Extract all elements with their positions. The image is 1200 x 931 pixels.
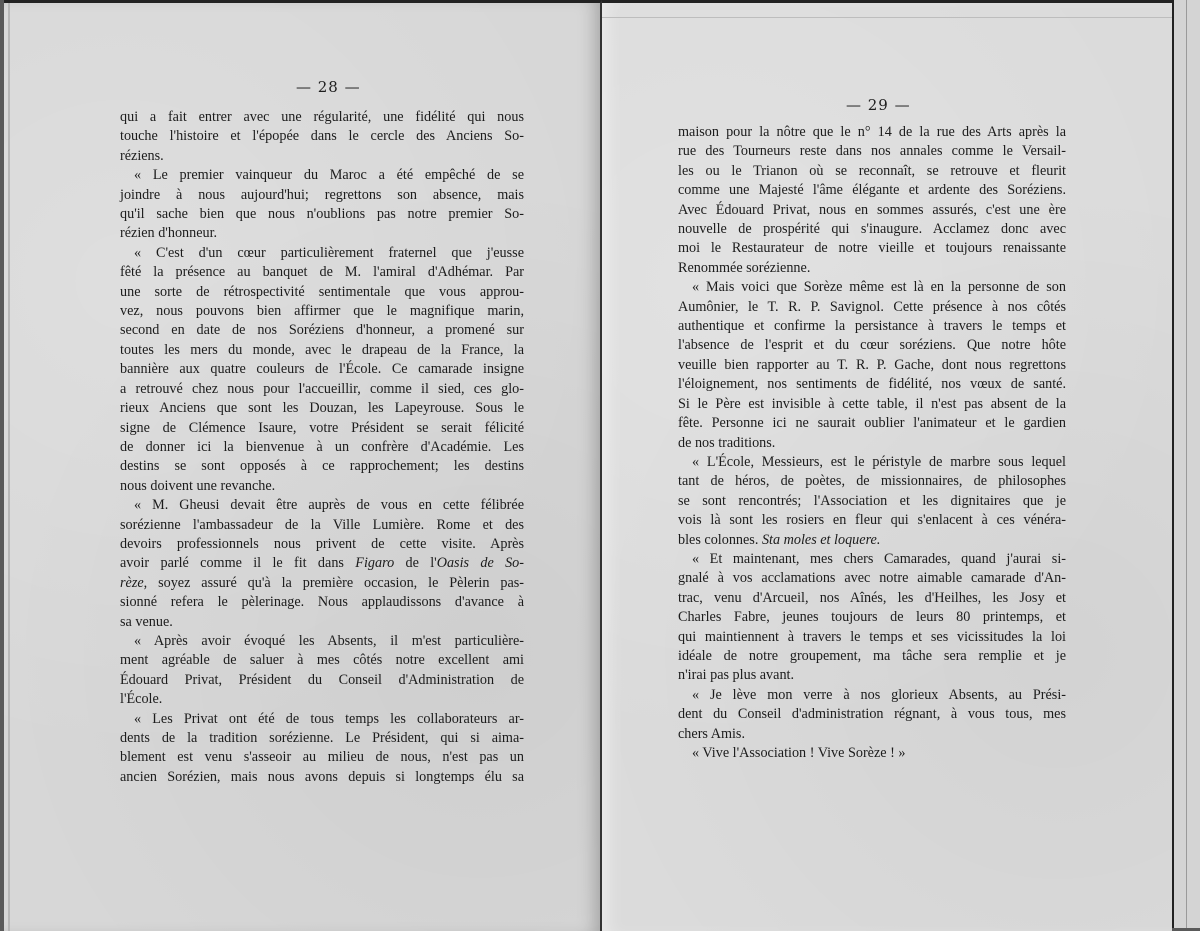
page-edge-line <box>8 3 10 931</box>
line-text: , soyez assuré qu'à la première occasion, le Pèlerin pas- <box>143 574 524 591</box>
text-line <box>120 166 524 185</box>
italic-text: Sta moles et loquere. <box>761 531 881 548</box>
text-line <box>120 496 524 515</box>
line-text: touche l'histoire et l'épopée dans le cercle des Anciens So- <box>120 128 524 145</box>
text-line <box>120 186 524 205</box>
line-text: qui a fait entrer avec une régularité, une fidélité qui nous <box>120 109 524 125</box>
text-line <box>678 336 1066 355</box>
line-text: « Après avoir évoqué les Absents, il m'est particulière- <box>134 632 524 649</box>
line-text: authentique et confirme la persistance à travers le temps et <box>678 318 1066 335</box>
text-line <box>678 492 1066 511</box>
line-text: l'École. <box>120 691 163 708</box>
line-text: « Le premier vainqueur du Maroc a été empêché de se <box>134 167 524 184</box>
text-line <box>678 589 1066 608</box>
text-line <box>120 729 524 748</box>
page-number-right: — 29 — <box>846 96 911 114</box>
line-text: trac, venu d'Arcueil, nos Aînés, les d'Heilhes, les Josy et <box>678 589 1066 606</box>
text-line <box>120 399 524 418</box>
line-text: de l' <box>394 555 437 572</box>
line-text: « M. Gheusi devait être auprès de vous en cette félibrée <box>134 497 524 514</box>
page-top-line <box>602 17 1172 18</box>
line-text: ancien Sorézien, mais nous avons depuis si longtemps élu sa <box>120 768 524 785</box>
line-text: fête. Personne ici ne saurait oublier l'animateur et le gardien <box>678 415 1066 432</box>
text-line <box>678 744 1066 763</box>
book-edge <box>1172 0 1200 928</box>
line-text: Avec Édouard Privat, nous en sommes assurés, c'est une ère <box>678 201 1066 218</box>
line-text: Aumônier, le T. R. P. Savignol. Cette présence à nos côtés <box>678 298 1066 315</box>
line-text: gnalé à vos acclamations avec notre aimable camarade d'An- <box>678 570 1066 587</box>
line-text: second en date de nos Soréziens d'honneur, a promené sur <box>120 322 524 339</box>
line-text: sorézienne l'ambassadeur de la Ville Lumière. Rome et des <box>120 516 524 533</box>
text-line <box>678 259 1066 278</box>
text-line <box>120 205 524 224</box>
book-edge-line <box>1186 0 1187 928</box>
text-line <box>120 671 524 690</box>
text-line <box>120 438 524 457</box>
text-line <box>678 666 1066 685</box>
line-text: veuille bien rapporter au T. R. P. Gache, dont nous regrettons <box>678 356 1066 373</box>
text-line <box>120 768 524 787</box>
text-line <box>120 341 524 360</box>
line-text: comme une Majesté l'âme élégante et ardente des Soréziens. <box>678 182 1066 199</box>
text-line <box>678 181 1066 200</box>
line-text: rue des Tourneurs reste dans nos annales comme le Versail- <box>678 143 1066 160</box>
text-line <box>678 628 1066 647</box>
text-line <box>120 127 524 146</box>
line-text: sa venue. <box>120 613 173 630</box>
text-line <box>678 395 1066 414</box>
text-line <box>678 142 1066 161</box>
text-line <box>120 535 524 554</box>
line-text: vois là sont les rosiers en fleur qui s'enlacent à ces vénéra- <box>678 512 1066 529</box>
text-line <box>678 201 1066 220</box>
text-line <box>120 360 524 379</box>
line-text: « C'est d'un cœur particulièrement fraternel que j'eusse <box>134 244 524 261</box>
line-text: rézien d'honneur. <box>120 225 218 242</box>
line-text: destins se sont opposés à ce rapprochement; les destins <box>120 458 524 475</box>
line-text: réziens. <box>120 147 164 164</box>
text-line <box>120 574 524 593</box>
line-text: avoir parlé comme il le fit dans <box>120 555 356 572</box>
line-text: chers Amis. <box>678 725 745 742</box>
line-text: sionné refera le pèlerinage. Nous applaudissons d'avance à <box>120 594 524 611</box>
text-line <box>120 690 524 709</box>
text-line <box>678 220 1066 239</box>
line-text: dents de la tradition sorézienne. Le Président, qui si aima- <box>120 730 524 746</box>
line-text: « Vive l'Association ! Vive Sorèze ! » <box>692 745 906 761</box>
text-line <box>678 375 1066 394</box>
text-line <box>120 419 524 438</box>
text-line <box>120 710 524 729</box>
italic-text: rèze <box>120 574 144 591</box>
text-line <box>678 472 1066 491</box>
text-line <box>120 380 524 399</box>
text-line <box>678 569 1066 588</box>
text-line <box>120 554 524 573</box>
text-line <box>678 705 1066 724</box>
text-line <box>120 613 524 632</box>
text-line <box>678 414 1066 433</box>
text-line <box>120 651 524 670</box>
line-text: toutes les mers du monde, avec le drapeau de la France, la <box>120 341 524 358</box>
line-text: « Je lève mon verre à nos glorieux Absents, au Prési- <box>692 686 1066 703</box>
line-text: de nos traditions. <box>678 434 776 451</box>
italic-text: Figaro <box>355 555 395 572</box>
line-text: moi le Restaurateur de notre vieille et toujours renaissante <box>678 240 1066 257</box>
line-text: joindre à nous aujourd'hui; regrettons son absence, mais <box>120 186 524 203</box>
text-line <box>678 511 1066 530</box>
text-line <box>678 434 1066 453</box>
italic-text: Oasis de So- <box>436 555 524 572</box>
text-line <box>120 244 524 263</box>
text-line <box>120 593 524 612</box>
text-line <box>120 263 524 282</box>
line-text: qu'il sache bien que nous n'oublions pas notre premier So- <box>120 206 524 223</box>
line-text: n'irai pas plus avant. <box>678 667 795 684</box>
line-text: devoirs professionnels nous privent de cette visite. Après <box>120 535 524 552</box>
text-line <box>678 278 1066 297</box>
text-line <box>120 748 524 767</box>
text-line <box>678 356 1066 375</box>
line-text: nous doivent une revanche. <box>120 477 276 494</box>
line-text: nouvelle de prospérité qui s'inaugure. Acclamez donc avec <box>678 221 1066 238</box>
line-text: blement est venu s'asseoir au milieu de nous, n'est pas un <box>120 749 524 766</box>
line-text: fêté la présence au banquet de M. l'amiral d'Adhémar. Par <box>120 264 524 281</box>
line-text: Si le Père est invisible à cette table, il n'est pas absent de la <box>678 395 1066 412</box>
line-text: bles colonnes. <box>678 531 762 548</box>
line-text: les ou le Trianon où se reconnaît, se retrouve et fleurit <box>678 162 1066 179</box>
line-text: Charles Fabre, jeunes toujours de leurs 80 printemps, et <box>678 609 1066 626</box>
line-text: dent du Conseil d'administration régnant, à vous tous, mes <box>678 706 1066 723</box>
text-line <box>678 239 1066 258</box>
left-page-text <box>120 108 524 787</box>
text-line <box>678 317 1066 336</box>
text-line <box>678 453 1066 472</box>
line-text: a retrouvé chez nous pour l'accueillir, comme il sied, ces glo- <box>120 380 524 397</box>
text-line <box>678 162 1066 181</box>
text-line <box>120 283 524 302</box>
line-text: rieux Anciens que sont les Douzan, les Lapeyrouse. Sous le <box>120 400 524 417</box>
text-line <box>120 108 524 127</box>
text-line <box>120 224 524 243</box>
text-line <box>678 608 1066 627</box>
line-text: de donner ici la bienvenue à un confrère d'Académie. Les <box>120 438 524 455</box>
right-page-text <box>678 123 1066 763</box>
line-text: « Les Privat ont été de tous temps les collaborateurs ar- <box>134 710 524 727</box>
text-line <box>678 531 1066 550</box>
line-text: tant de héros, de poètes, de missionnaires, de philosophes <box>678 473 1066 490</box>
line-text: bannière aux quatre couleurs de l'École. Ce camarade insigne <box>120 361 524 378</box>
line-text: qui maintiennent à travers le temps et ses vicissitudes la loi <box>678 628 1066 645</box>
text-line <box>120 321 524 340</box>
line-text: « Mais voici que Sorèze même est là en la personne de son <box>692 279 1066 296</box>
text-line <box>678 647 1066 666</box>
text-line <box>120 147 524 166</box>
line-text: se sont rencontrés; l'Association et les dignitaires que je <box>678 492 1066 509</box>
line-text: « L'École, Messieurs, est le péristyle de marbre sous lequel <box>692 453 1066 470</box>
line-text: Édouard Privat, Président du Conseil d'Administration de <box>120 671 524 688</box>
line-text: Renommée sorézienne. <box>678 259 811 276</box>
text-line <box>678 550 1066 569</box>
line-text: vez, nous pouvons bien affirmer que le magnifique marin, <box>120 303 524 320</box>
text-line <box>120 477 524 496</box>
line-text: l'absence de l'esprit et du cœur soréziens. Que notre hôte <box>678 337 1066 354</box>
text-line <box>120 632 524 651</box>
text-line <box>678 725 1066 744</box>
text-line <box>678 123 1066 142</box>
line-text: « Et maintenant, mes chers Camarades, quand j'aurai si- <box>692 550 1066 567</box>
text-line <box>678 298 1066 317</box>
page-number-left: — 28 — <box>296 78 361 96</box>
text-line <box>120 457 524 476</box>
text-line <box>120 516 524 535</box>
line-text: l'éloignement, nos sentiments de fidélité, nos vœux de santé. <box>678 376 1066 393</box>
line-text: maison pour la nôtre que le n° 14 de la rue des Arts après la <box>678 124 1066 140</box>
line-text: une sorte de rétrospectivité sentimentale que vous approu- <box>120 283 524 300</box>
line-text: signe de Clémence Isaure, votre Président se serait félicité <box>120 419 524 436</box>
line-text: idéale de notre groupement, ma tâche sera remplie et je <box>678 647 1066 664</box>
text-line <box>120 302 524 321</box>
text-line <box>678 686 1066 705</box>
line-text: ment agréable de saluer à mes côtés notre excellent ami <box>120 652 524 669</box>
